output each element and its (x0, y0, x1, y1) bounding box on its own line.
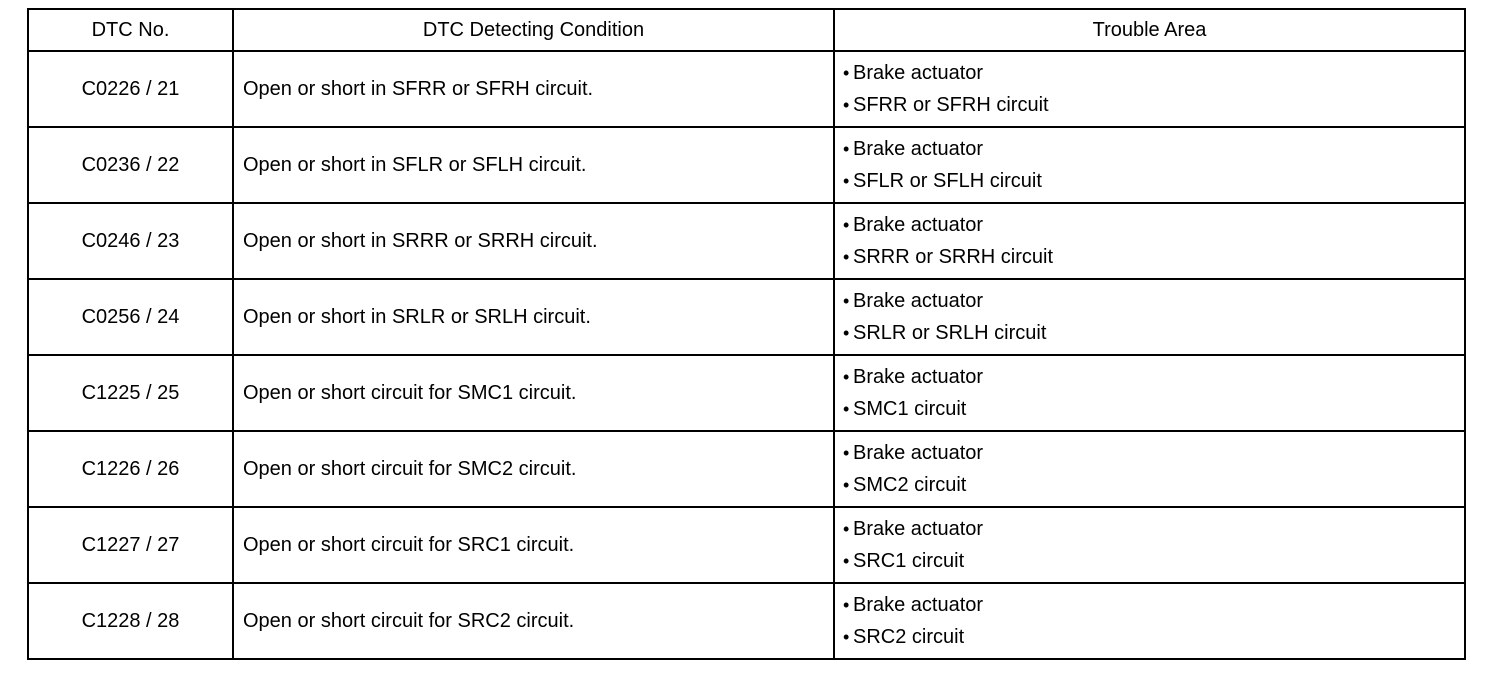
trouble-area (834, 431, 1465, 507)
trouble-area-item: • SRC1 circuit (843, 545, 1464, 577)
bullet-icon: • (843, 247, 850, 267)
trouble-area (834, 355, 1465, 431)
trouble-area-item: • Brake actuator (843, 209, 1464, 241)
dtc-code: C0236 / 22 (28, 127, 233, 203)
trouble-area-item: • SFRR or SFRH circuit (843, 89, 1464, 121)
detecting-condition: Open or short circuit for SMC1 circuit. (233, 355, 834, 431)
trouble-area-item: • SRRR or SRRH circuit (843, 241, 1464, 273)
dtc-code: C1225 / 25 (28, 355, 233, 431)
header-row (28, 9, 1465, 51)
dtc-code: C1228 / 28 (28, 583, 233, 659)
trouble-area-item: • Brake actuator (843, 57, 1464, 89)
bullet-icon: • (843, 443, 850, 463)
trouble-area-item: • SFLR or SFLH circuit (843, 165, 1464, 197)
table-row (28, 355, 1465, 431)
detecting-condition: Open or short in SRLR or SRLH circuit. (233, 279, 834, 355)
dtc-table (27, 8, 1466, 660)
detecting-condition: Open or short circuit for SMC2 circuit. (233, 431, 834, 507)
table-row (28, 431, 1465, 507)
trouble-area-item: • Brake actuator (843, 513, 1464, 545)
table-row (28, 51, 1465, 127)
trouble-area-item: • Brake actuator (843, 133, 1464, 165)
detecting-condition: Open or short circuit for SRC1 circuit. (233, 507, 834, 583)
detecting-condition: Open or short in SFLR or SFLH circuit. (233, 127, 834, 203)
bullet-icon: • (843, 367, 850, 387)
bullet-icon: • (843, 171, 850, 191)
bullet-icon: • (843, 95, 850, 115)
bullet-icon: • (843, 139, 850, 159)
trouble-area-item: • SRLR or SRLH circuit (843, 317, 1464, 349)
bullet-icon: • (843, 291, 850, 311)
trouble-area (834, 203, 1465, 279)
trouble-area-item: • SMC1 circuit (843, 393, 1464, 425)
dtc-code: C0246 / 23 (28, 203, 233, 279)
trouble-area-item: • Brake actuator (843, 361, 1464, 393)
bullet-icon: • (843, 627, 850, 647)
bullet-icon: • (843, 215, 850, 235)
header-trouble-area: Trouble Area (834, 9, 1465, 51)
table-row (28, 583, 1465, 659)
trouble-area (834, 507, 1465, 583)
dtc-code: C1227 / 27 (28, 507, 233, 583)
trouble-area-item: • SMC2 circuit (843, 469, 1464, 501)
detecting-condition: Open or short in SRRR or SRRH circuit. (233, 203, 834, 279)
trouble-area-item: • SRC2 circuit (843, 621, 1464, 653)
bullet-icon: • (843, 63, 850, 83)
dtc-code: C0256 / 24 (28, 279, 233, 355)
table-row (28, 279, 1465, 355)
table-row (28, 507, 1465, 583)
trouble-area-item: • Brake actuator (843, 589, 1464, 621)
bullet-icon: • (843, 595, 850, 615)
detecting-condition: Open or short in SFRR or SFRH circuit. (233, 51, 834, 127)
detecting-condition: Open or short circuit for SRC2 circuit. (233, 583, 834, 659)
header-detecting-condition: DTC Detecting Condition (233, 9, 834, 51)
trouble-area-item: • Brake actuator (843, 437, 1464, 469)
trouble-area (834, 51, 1465, 127)
dtc-code: C1226 / 26 (28, 431, 233, 507)
table-row (28, 203, 1465, 279)
bullet-icon: • (843, 551, 850, 571)
header-dtc-no: DTC No. (28, 9, 233, 51)
table-row (28, 127, 1465, 203)
bullet-icon: • (843, 323, 850, 343)
bullet-icon: • (843, 475, 850, 495)
trouble-area (834, 127, 1465, 203)
trouble-area-item: • Brake actuator (843, 285, 1464, 317)
bullet-icon: • (843, 519, 850, 539)
trouble-area (834, 279, 1465, 355)
bullet-icon: • (843, 399, 850, 419)
trouble-area (834, 583, 1465, 659)
dtc-code: C0226 / 21 (28, 51, 233, 127)
